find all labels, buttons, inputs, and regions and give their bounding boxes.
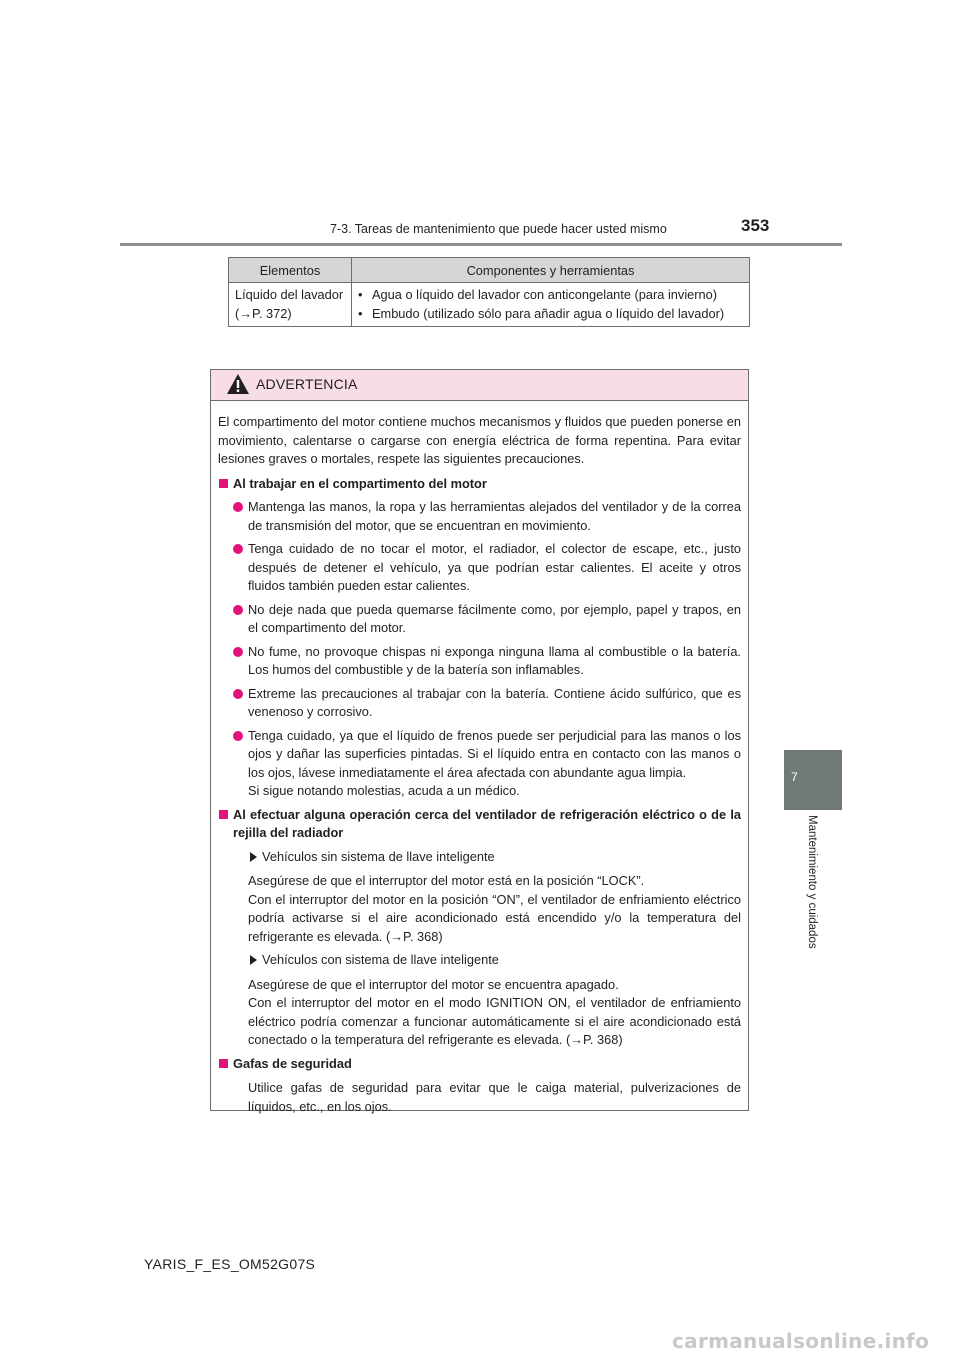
list-item-text: No deje nada que pueda quemarse fácilmente como, por ejemplo, papel y trapos, en el compartimento del motor.: [248, 601, 741, 635]
list-item: [218, 727, 741, 801]
warning-triangle-icon: [226, 373, 250, 395]
list-item: [218, 643, 741, 680]
list-item-text: Tenga cuidado de no tocar el motor, el radiador, el colector de escape, etc., justo después de detener el vehículo, ya que podrían estar calientes. El aceite y otros fluidos también pueden estar calientes.: [248, 541, 741, 593]
triangle-arrow-icon: [250, 955, 257, 965]
list-item-text: Tenga cuidado, ya que el líquido de frenos puede ser perjudicial para las manos o los ojos y dañar las superficies pintadas. Si el líquido entra en contacto con las manos o los ojos, lávese inmediatamente el área afectada con abundante agua limpia.: [248, 727, 741, 780]
sub-heading-text: Vehículos con sistema de llave inteligente: [262, 952, 499, 967]
section-heading-text: Al efectuar alguna operación cerca del ventilador de refrigeración eléctrico o de la rejilla del radiador: [233, 806, 741, 840]
sub-heading-text: Vehículos sin sistema de llave inteligente: [262, 848, 495, 864]
list-item: • Embudo (utilizado sólo para añadir agua o líquido del lavador): [358, 305, 743, 324]
section-heading: [218, 475, 741, 494]
round-bullet-icon: [233, 502, 243, 512]
sub-heading: [218, 848, 741, 867]
round-bullet-icon: [233, 544, 243, 554]
table-header-cell: Elementos: [229, 258, 352, 283]
square-bullet-icon: [219, 810, 228, 819]
watermark: carmanualsonline.info: [672, 1329, 930, 1353]
square-bullet-icon: [219, 479, 228, 488]
paragraph: [218, 872, 741, 946]
table-header-cell: Componentes y herramientas: [352, 258, 750, 283]
list-item: [218, 498, 741, 535]
table-cell-components: [352, 283, 750, 327]
square-bullet-icon: [219, 1059, 228, 1068]
list-item-text: Mantenga las manos, la ropa y las herramientas alejados del ventilador y de la correa de transmisión del motor, que se encuentran en movimiento.: [248, 499, 741, 533]
list-item: [218, 601, 741, 638]
round-bullet-icon: [233, 731, 243, 741]
chapter-number: 7: [791, 770, 798, 784]
sub-heading: [218, 951, 741, 970]
warning-intro: El compartimento del motor contiene muchos mecanismos y fluidos que pueden ponerse en movimiento, calentarse o cargarse con energía eléctrica de forma repentina. Para evitar lesiones graves o mortales, respete las siguientes precauciones.: [218, 414, 741, 466]
document-code: YARIS_F_ES_OM52G07S: [144, 1256, 316, 1272]
table-row: [229, 283, 750, 327]
page-number: 353: [741, 216, 770, 235]
list-item-extra: Si sigue notando molestias, acuda a un médico.: [248, 783, 520, 798]
section-heading: [218, 806, 741, 843]
round-bullet-icon: [233, 605, 243, 615]
table-header-row: [229, 258, 750, 283]
section-heading-text: Al trabajar en el compartimento del motor: [233, 475, 487, 491]
section-heading: [218, 1055, 741, 1074]
list-item-text: Extreme las precauciones al trabajar con la batería. Contiene ácido sulfúrico, que es venenoso y corrosivo.: [248, 685, 741, 719]
paragraph-line: Con el interruptor del motor en la posición “ON”, el ventilador de enfriamiento eléctrico podría activarse si el aire acondicionado está encendido y/o la temperatura del refrigerante es elevada. (→P. 368): [248, 891, 741, 944]
list-item: • Agua o líquido del lavador con anticongelante (para invierno): [358, 286, 743, 305]
paragraph-line: Con el interruptor del motor en el modo IGNITION ON, el ventilador de enfriamiento eléctrico podría comenzar a funcionar automáticamente si el aire acondicionado está conectado o la temperatura del refrigerante es elevada. (→P. 368): [248, 995, 741, 1047]
warning-box: [210, 369, 749, 1114]
round-bullet-icon: [233, 647, 243, 657]
list-item-text: No fume, no provoque chispas ni exponga ninguna llama al combustible o la batería. Los humos del combustible y de la batería son inflamables.: [248, 643, 741, 677]
section-title: 7-3. Tareas de mantenimiento que puede hacer usted mismo: [330, 222, 667, 236]
chapter-title: Mantenimiento y cuidados: [806, 815, 818, 949]
header-rule: [120, 243, 842, 246]
section-heading-text: Gafas de seguridad: [233, 1055, 352, 1071]
paragraph: [218, 976, 741, 1050]
list-item: [218, 540, 741, 596]
round-bullet-icon: [233, 689, 243, 699]
paragraph: Utilice gafas de seguridad para evitar que le caiga material, pulverizaciones de líquidos, etc., en los ojos.: [248, 1080, 741, 1114]
triangle-arrow-icon: [250, 852, 257, 862]
chapter-tab: [784, 750, 842, 810]
paragraph-line: Asegúrese de que el interruptor del motor se encuentra apagado.: [248, 976, 619, 992]
paragraph-line: Asegúrese de que el interruptor del motor está en la posición “LOCK”.: [248, 873, 645, 888]
warning-header: [211, 370, 748, 401]
warning-title: ADVERTENCIA: [256, 376, 358, 392]
list-item: [218, 685, 741, 722]
elements-table: [228, 257, 750, 327]
element-name: Líquido del lavador: [235, 287, 344, 302]
element-page-ref: (→P. 372): [235, 305, 292, 321]
warning-body: [211, 401, 748, 1116]
table-cell-element: [229, 283, 352, 327]
